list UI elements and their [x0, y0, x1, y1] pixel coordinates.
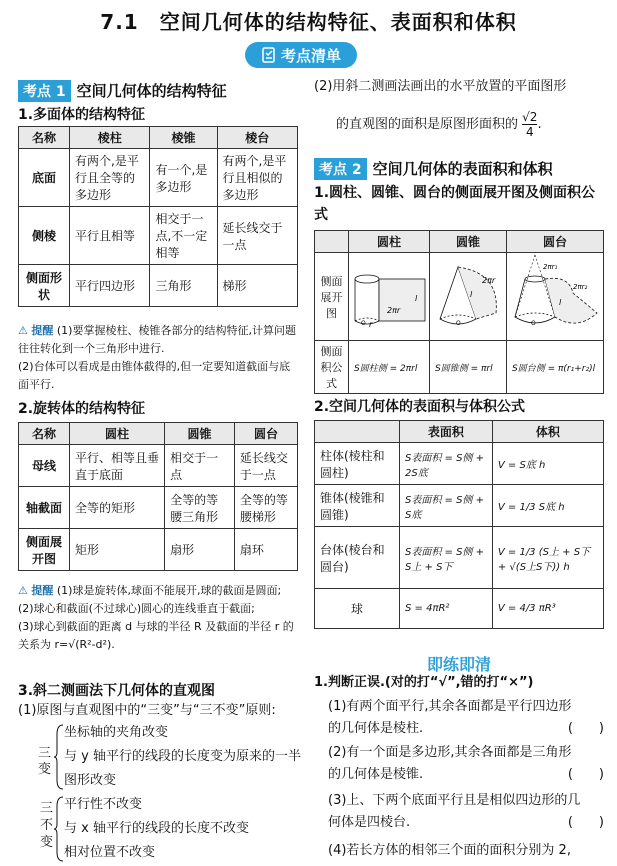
cylinder-net-svg	[349, 253, 429, 337]
rot-r2c0: 侧面展开图	[19, 529, 70, 571]
cyl-o: O	[361, 320, 366, 327]
frustum-net-figure	[507, 253, 604, 341]
side-h2: 圆锥	[430, 231, 507, 253]
cone-net-svg	[430, 253, 506, 337]
rot-r1c0: 轴截面	[19, 487, 70, 529]
tip1	[18, 322, 298, 394]
frustum-2pir1: 2πr₁	[543, 263, 558, 271]
tip1-line2: (2)台体可以看成是由锥体截得的,但一定要知道截面与底面平行.	[18, 360, 291, 391]
cone-l: l	[470, 290, 473, 299]
fraction-num: √2	[522, 110, 538, 124]
sec1-heading: 1.多面体的结构特征	[18, 107, 146, 123]
vol-r0c1: S表面积 = S侧 + 2S底	[400, 443, 493, 485]
rot-h0: 名称	[19, 423, 70, 445]
sanbubian-label: 三不变	[40, 801, 54, 850]
cone-o: O	[456, 320, 461, 327]
frustum-net-svg	[507, 253, 603, 337]
tip1-label: 提醒	[31, 324, 54, 337]
vol-r1c2: V = 1/3 S底 h	[492, 485, 603, 527]
rot-r0c1: 平行、相等且垂直于底面	[70, 445, 165, 487]
q1-heading: 1.判断正误.(对的打“√”,错的打“×”)	[314, 675, 534, 690]
poly-r2c1: 平行四边形	[70, 265, 150, 307]
poly-h1: 棱柱	[70, 127, 150, 149]
sec2-heading: 2.旋转体的结构特征	[18, 401, 146, 417]
sanbian-item-1: 坐标轴的夹角改变	[64, 725, 169, 740]
right-p2-tail: .	[537, 117, 542, 132]
polyhedron-table	[18, 126, 298, 307]
formula-frustum: S圆台侧 = π(r₁+r₂)l	[507, 341, 604, 394]
sanbian-item-3: 图形改变	[64, 773, 117, 788]
sec3-intro: (1)原图与直观图中的“三变”与“三不变”原则:	[18, 703, 276, 718]
answer-paren[interactable]: ( )	[567, 767, 604, 782]
kd1-heading	[18, 80, 227, 102]
sec3-heading: 3.斜二测画法下几何体的直观图	[18, 683, 216, 699]
poly-h0: 名称	[19, 127, 70, 149]
side-area-table	[314, 230, 604, 394]
poly-r1c1: 平行且相等	[70, 207, 150, 265]
vol-r1c0: 锥体(棱锥和圆锥)	[315, 485, 400, 527]
vol-r0c2: V = S底 h	[492, 443, 603, 485]
rotation-table	[18, 422, 298, 571]
q-item-2	[328, 742, 604, 786]
fraction-den: 4	[525, 125, 534, 139]
vol-r3c0: 球	[315, 589, 400, 629]
kd2-heading	[314, 158, 553, 180]
tip2-line1: (1)球是旋转体,球面不能展开,球的截面是圆面;	[56, 584, 282, 597]
q-item-2-b: 的几何体是棱锥.	[328, 767, 424, 782]
side-row2-label: 侧面积公式	[315, 341, 349, 394]
right-p2-line2	[336, 110, 542, 139]
practice-banner: 即练即清	[426, 655, 491, 674]
cyl-2pir: 2πr	[387, 306, 401, 315]
cone-2pir: 2πr	[482, 276, 496, 285]
cyl-r: r	[369, 320, 373, 329]
right-p2-line1: (2)用斜二测画法画出的水平放置的平面图形	[314, 79, 567, 94]
sec5-heading: 2.空间几何体的表面积与体积公式	[314, 399, 526, 415]
answer-paren[interactable]: ( )	[567, 721, 604, 736]
vol-r2c1: S表面积 = S侧 + S上 + S下	[400, 527, 493, 589]
answer-paren[interactable]: ( )	[567, 815, 604, 830]
rot-r2c3: 扇环	[234, 529, 297, 571]
kd2-tag: 考点 2	[314, 158, 367, 180]
rot-r1c1: 全等的矩形	[70, 487, 165, 529]
formula-cone: S圆锥侧 = πrl	[430, 341, 507, 394]
side-row1-label: 侧面展开图	[315, 253, 349, 341]
poly-r0c1: 有两个,是平行且全等的多边形	[70, 149, 150, 207]
kd1-tag: 考点 1	[18, 80, 71, 102]
rot-r0c3: 延长线交于一点	[234, 445, 297, 487]
rot-r1c2: 全等的等腰三角形	[165, 487, 235, 529]
rot-r0c2: 相交于一点	[165, 445, 235, 487]
rot-h2: 圆锥	[165, 423, 235, 445]
tip2	[18, 582, 298, 654]
vol-r3c1: S = 4πR²	[400, 589, 493, 629]
tip1-line1: (1)要掌握棱柱、棱锥各部分的结构特征,计算问题往往转化到一个三角形中进行.	[18, 324, 296, 355]
vol-h1: 表面积	[400, 421, 493, 443]
sanbian-label: 三变	[38, 746, 52, 777]
tip2-label: 提醒	[31, 584, 54, 597]
tip2-line3: (3)球心到截面的距离 d 与球的半径 R 及截面的半径 r 的关系为 r=√(R²-d²).	[18, 620, 294, 651]
side-h3: 圆台	[507, 231, 604, 253]
checklist-icon	[261, 47, 277, 63]
brace-icon	[54, 724, 64, 790]
poly-r1c0: 侧棱	[19, 207, 70, 265]
vol-h2: 体积	[492, 421, 603, 443]
rot-r2c2: 扇形	[165, 529, 235, 571]
q-item-3-b: 何体是四棱台.	[328, 815, 411, 830]
poly-h2: 棱锥	[150, 127, 217, 149]
rot-r1c3: 全等的等腰梯形	[234, 487, 297, 529]
sanbubian-item-1: 平行性不改变	[64, 797, 143, 812]
sec4-heading: 1.圆柱、圆锥、圆台的侧面展开图及侧面积公式	[314, 185, 596, 223]
vol-r2c0: 台体(棱台和圆台)	[315, 527, 400, 589]
section-banner	[245, 42, 357, 68]
q-item-2-a: (2)有一个面是多边形,其余各面都是三角形	[328, 745, 572, 760]
volume-table	[314, 420, 604, 629]
formula-cylinder: S圆柱侧 = 2πrl	[349, 341, 430, 394]
kd1-title: 空间几何体的结构特征	[76, 82, 227, 100]
sanbubian-item-2: 与 x 轴平行的线段的长度不改变	[64, 821, 249, 836]
poly-r0c2: 有一个,是多边形	[150, 149, 217, 207]
q-item-1-b: 的几何体是棱柱.	[328, 721, 424, 736]
side-h0	[315, 231, 349, 253]
rot-r2c1: 矩形	[70, 529, 165, 571]
vol-h0	[315, 421, 400, 443]
poly-r2c0: 侧面形状	[19, 265, 70, 307]
q-item-1	[328, 696, 604, 740]
q-item-1-a: (1)有两个面平行,其余各面都是平行四边形	[328, 699, 572, 714]
cylinder-net-figure	[349, 253, 430, 341]
sanbian-item-2: 与 y 轴平行的线段的长度变为原来的一半	[64, 749, 301, 764]
rot-r0c0: 母线	[19, 445, 70, 487]
q-item-3	[328, 790, 604, 834]
vol-r0c0: 柱体(棱柱和圆柱)	[315, 443, 400, 485]
warning-icon: ⚠	[18, 584, 28, 597]
side-h1: 圆柱	[349, 231, 430, 253]
cone-net-figure	[430, 253, 507, 341]
poly-r1c3: 延长线交于一点	[217, 207, 297, 265]
kd2-title: 空间几何体的表面积和体积	[372, 160, 553, 178]
poly-h3: 棱台	[217, 127, 297, 149]
sanbubian-item-3: 相对位置不改变	[64, 845, 156, 860]
q-item-4-a: (4)若长方体的相邻三个面的面积分别为 2,	[328, 843, 571, 858]
rot-h3: 圆台	[234, 423, 297, 445]
banner-label: 考点清单	[280, 46, 341, 65]
poly-r0c0: 底面	[19, 149, 70, 207]
vol-r1c1: S表面积 = S侧 + S底	[400, 485, 493, 527]
brace-icon	[54, 796, 64, 862]
frustum-l: l	[559, 298, 562, 307]
q-item-4	[328, 840, 604, 862]
vol-r2c2: V = 1/3 (S上 + S下 + √(S上S下)) h	[492, 527, 603, 589]
cyl-l: l	[415, 294, 418, 303]
warning-icon: ⚠	[18, 324, 28, 337]
q-item-3-a: (3)上、下两个底面平行且是相似四边形的几	[328, 793, 581, 808]
vol-r3c2: V = 4/3 πR³	[492, 589, 603, 629]
poly-r0c3: 有两个,是平行且相似的多边形	[217, 149, 297, 207]
frustum-2pir2: 2πr₂	[573, 283, 588, 291]
frustum-o: O	[531, 320, 536, 327]
page-title: 7.1 空间几何体的结构特征、表面积和体积	[100, 10, 517, 34]
right-p2-text: 的直观图的面积是原图形面积的	[336, 117, 519, 132]
poly-r2c3: 梯形	[217, 265, 297, 307]
rot-h1: 圆柱	[70, 423, 165, 445]
poly-r2c2: 三角形	[150, 265, 217, 307]
tip2-line2: (2)球心和截面(不过球心)圆心的连线垂直于截面;	[18, 602, 255, 615]
poly-r1c2: 相交于一点,不一定相等	[150, 207, 217, 265]
